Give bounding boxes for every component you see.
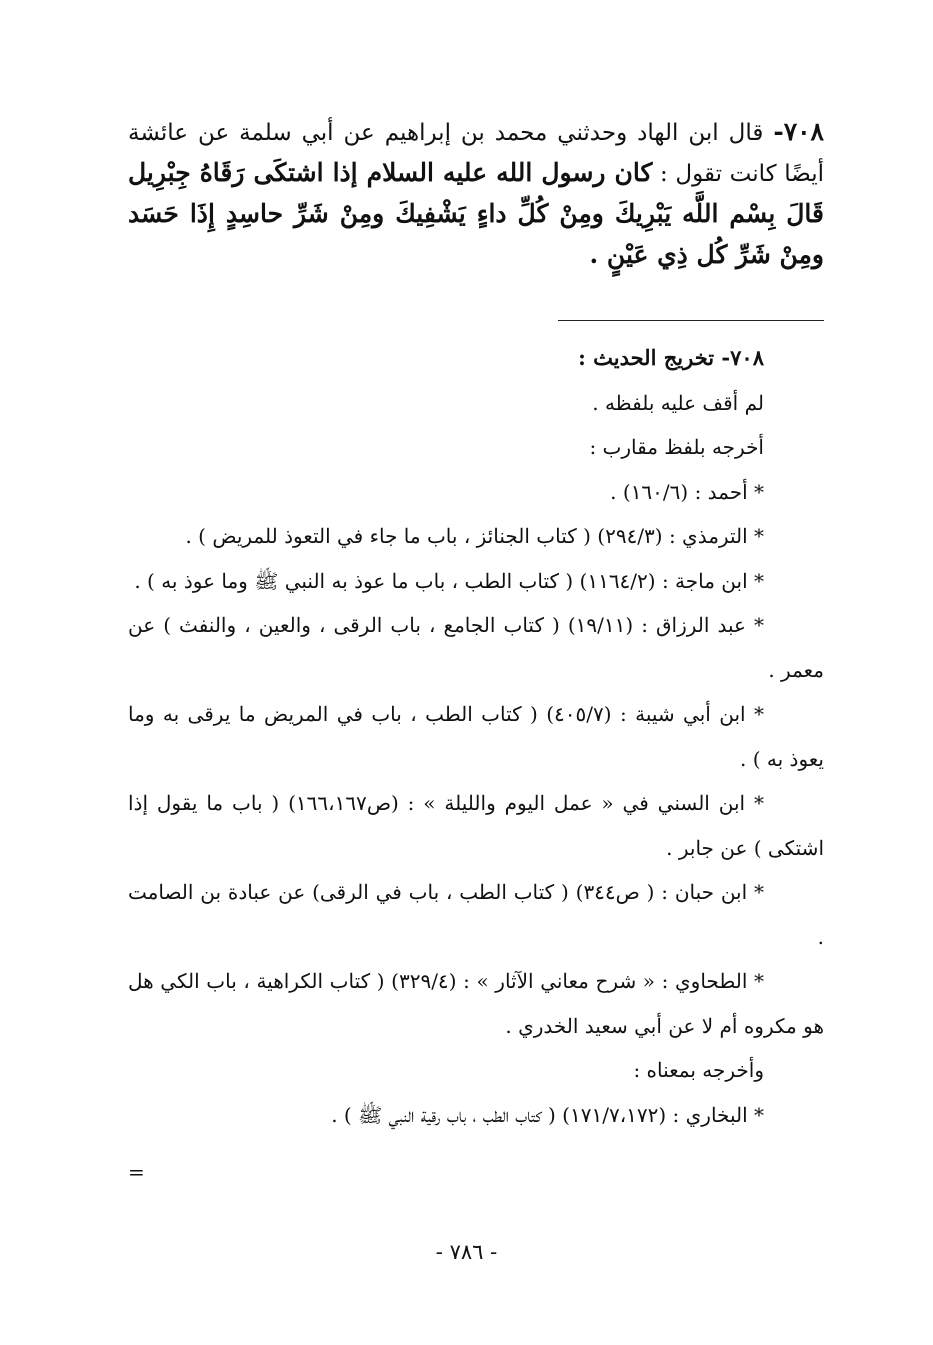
- continuation-mark: =: [128, 1160, 145, 1184]
- hadith-text: [128, 112, 824, 276]
- note-line: وأخرجه بمعناه :: [633, 1058, 764, 1082]
- hadith-number: ٧٠٨-: [773, 117, 824, 146]
- takhrij-heading: ٧٠٨- تخريج الحديث :: [578, 345, 764, 370]
- source-item: * ابن أبي شيبة : (٤٠٥/٧) ( كتاب الطب ، باب في المريض ما يرقى به وما يعوذ به ) .: [128, 702, 824, 771]
- note-line: لم أقف عليه بلفظه .: [592, 390, 764, 415]
- hadith-intro: قال ابن الهاد وحدثني محمد بن إبراهيم عن أبي سلمة عن عائشة أيضًا كانت تقول :: [128, 120, 825, 187]
- note-line: أخرجه بلفظ مقارب :: [589, 435, 764, 459]
- source-item: * عبد الرزاق : (١٩/١١) ( كتاب الجامع ، باب الرقى ، والعين ، والنفث ) عن معمر .: [128, 613, 824, 682]
- hadith-quote: كان رسول الله عليه السلام إذا اشتكَى رَقَاهُ جِبْرِيل قَالَ بِسْم اللَّه يَبْرِيكَ ومِنْ كُلِّ داءٍ يَشْفِيكَ ومِنْ شَرِّ حاسِدٍ إِذَا حَسَد ومِنْ شَرِّ كُل ذِي عَيْنٍ .: [128, 158, 824, 269]
- source-item: * البخاري : (١٧١/٧،١٧٢) ( كتاب الطب ، باب رقية النبي ﷺ ) .: [331, 1102, 764, 1127]
- source-item: * ابن حبان : ( ص٣٤٤) ( كتاب الطب ، باب في الرقى) عن عبادة بن الصامت .: [128, 880, 824, 949]
- source-item: * الطحاوي : « شرح معاني الآثار » : (٣٢٩/٤) ( كتاب الكراهية ، باب الكي هل هو مكروه أم لا عن أبي سعيد الخدري .: [128, 969, 824, 1038]
- takhrij-notes: [128, 336, 824, 1137]
- source-item: * الترمذي : (٢٩٤/٣) ( كتاب الجنائز ، باب ما جاء في التعوذ للمريض ) .: [185, 524, 764, 548]
- source-item: * ابن ماجة : (١١٦٤/٢) ( كتاب الطب ، باب ما عوذ به النبي ﷺ وما عوذ به ) .: [134, 568, 764, 593]
- source-item: * أحمد : (١٦٠/٦) .: [610, 479, 764, 504]
- source-item: * ابن السني في « عمل اليوم والليلة » : (ص١٦٦،١٦٧) ( باب ما يقول إذا اشتكى ) عن جابر .: [128, 791, 824, 860]
- page-number: - ٧٨٦ -: [435, 1240, 498, 1264]
- footnote-divider: [558, 320, 824, 321]
